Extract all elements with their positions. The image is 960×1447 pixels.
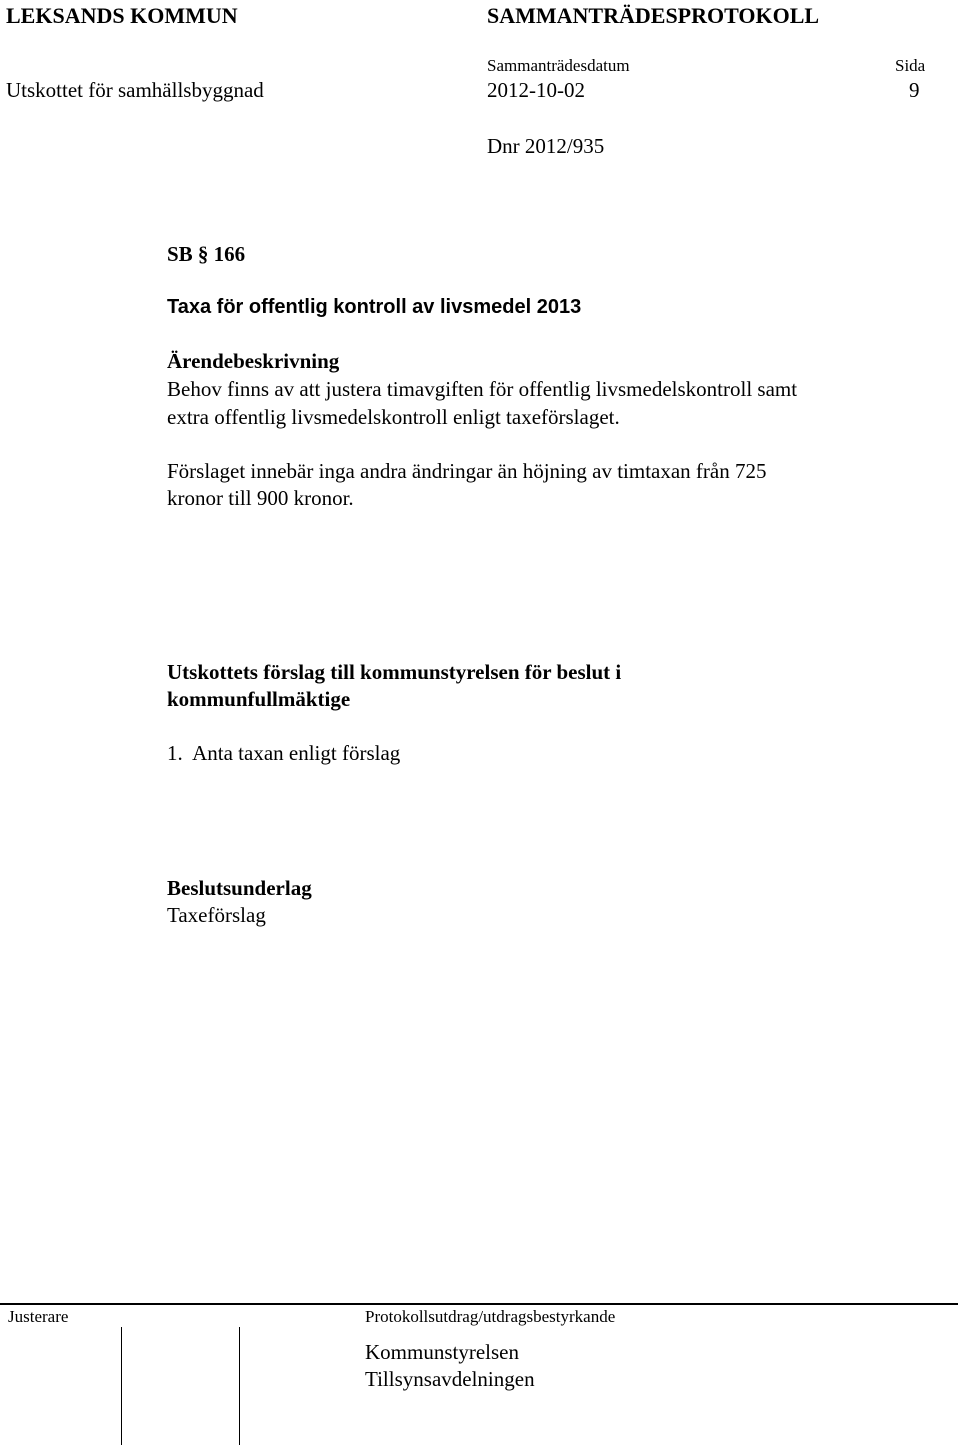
organization-name: LEKSANDS KOMMUN <box>6 3 238 28</box>
description-paragraph-line: kronor till 900 kronor. <box>167 486 354 510</box>
recipient: Kommunstyrelsen <box>365 1340 519 1364</box>
proposal-heading-line: kommunfullmäktige <box>167 687 351 711</box>
diary-number: Dnr 2012/935 <box>487 134 605 158</box>
signature-box-divider <box>121 1327 122 1445</box>
description-heading: Ärendebeskrivning <box>167 349 340 373</box>
meeting-date: 2012-10-02 <box>487 78 585 102</box>
recipient: Tillsynsavdelningen <box>365 1367 535 1391</box>
adjusters-label: Justerare <box>8 1307 69 1326</box>
proposal-heading-line: Utskottets förslag till kommunstyrelsen för beslut i <box>167 660 622 684</box>
description-line: extra offentlig livsmedelskontroll enligt taxeförslaget. <box>167 405 620 429</box>
description-paragraph-line: Förslaget innebär inga andra ändringar än höjning av timtaxan från 725 <box>167 459 767 483</box>
committee-name: Utskottet för samhällsbyggnad <box>6 78 264 102</box>
description-line: Behov finns av att justera timavgiften för offentlig livsmedelskontroll samt <box>167 377 798 401</box>
footer-top-rule <box>0 1303 958 1305</box>
signature-box-divider <box>239 1327 240 1445</box>
page-number: 9 <box>909 78 920 102</box>
page-label: Sida <box>895 56 926 75</box>
proposal-item: 1. Anta taxan enligt förslag <box>167 741 401 765</box>
extract-label: Protokollsutdrag/utdragsbestyrkande <box>365 1307 616 1326</box>
document-type: SAMMANTRÄDESPROTOKOLL <box>487 3 820 28</box>
date-label: Sammanträdesdatum <box>487 56 630 75</box>
section-title: Taxa för offentlig kontroll av livsmedel 2013 <box>167 296 582 318</box>
section-number: SB § 166 <box>167 242 246 266</box>
basis-item: Taxeförslag <box>167 903 266 927</box>
basis-heading: Beslutsunderlag <box>167 876 312 900</box>
